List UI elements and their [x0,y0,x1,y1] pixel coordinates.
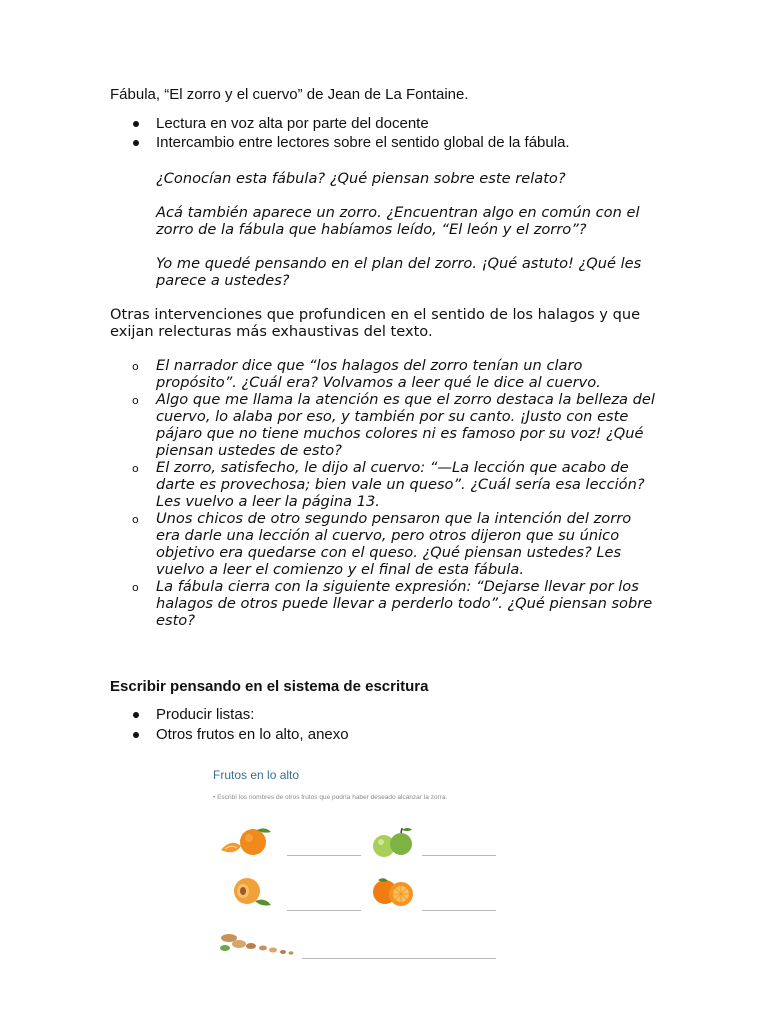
oranges-icon [368,874,420,910]
list-item: Lectura en voz alta por parte del docente [132,114,570,133]
question-paragraph: ¿Conocían esta fábula? ¿Qué piensan sobre este relato? [156,170,566,187]
almonds-icon [217,928,297,958]
worksheet-title: Frutos en lo alto [213,768,300,782]
tangerine-icon [217,824,275,860]
answer-line [287,855,361,856]
answer-line [422,910,496,911]
list-item: Intercambio entre lectores sobre el sentido global de la fábula. [132,133,570,152]
worksheet-image [205,762,515,967]
apricot-icon [221,873,273,909]
list-item: o El narrador dice que “los halagos del zorro tenían un claro propósito”. ¿Cuál era? Volvamos a leer qué le dice al cuervo. [132,357,657,391]
list-item: o Algo que me llama la atención es que el zorro destaca la belleza del cuervo, lo alaba por eso, y también por su canto. ¡Justo con este pájaro que no tiene muchos colores ni es famoso por su voz! ¿Qué piensan ustedes de esto? [132,391,657,459]
section-heading: Escribir pensando en el sistema de escritura [110,678,429,695]
question-paragraph: Acá también aparece un zorro. ¿Encuentran algo en común con el zorro de la fábula que habíamos leído, “El león y el zorro”? [156,204,640,238]
interventions-list [132,357,657,629]
worksheet-instruction: • Escribí los nombres de otros frutos que podría haber deseado alcanzar la zorra. [213,794,448,801]
list-item: o El zorro, satisfecho, le dijo al cuervo: “—La lección que acabo de darte es provechosa; bien vale un queso”. ¿Cuál sería esa lección? Les vuelvo a leer la página 13. [132,459,657,510]
list-item: o La fábula cierra con la siguiente expresión: “Dejarse llevar por los halagos de otros puede llevar a perderlo todo”. ¿Qué piensan sobre esto? [132,578,657,629]
document-title: Fábula, “El zorro y el cuervo” de Jean de La Fontaine. [110,86,469,103]
question-paragraph: Yo me quedé pensando en el plan del zorro. ¡Qué astuto! ¿Qué les parece a ustedes? [156,255,642,289]
writing-list [132,705,349,745]
answer-line [302,958,496,959]
list-item: Otros frutos en lo alto, anexo [132,725,349,745]
list-item: Producir listas: [132,705,349,725]
list-item: o Unos chicos de otro segundo pensaron que la intención del zorro era darle una lección al cuervo, pero otros dijeron que su único objetivo era quedarse con el queso. ¿Qué piensan ustedes? Les vuelvo a leer el comienzo y el final de esta fábula. [132,510,657,578]
interventions-intro: Otras intervenciones que profundicen en el sentido de los halagos y que exijan relecturas más exhaustivas del texto. [110,306,641,340]
green-apples-icon [368,826,418,860]
answer-line [287,910,361,911]
activities-list [132,114,570,152]
answer-line [422,855,496,856]
questions-block [156,170,666,306]
